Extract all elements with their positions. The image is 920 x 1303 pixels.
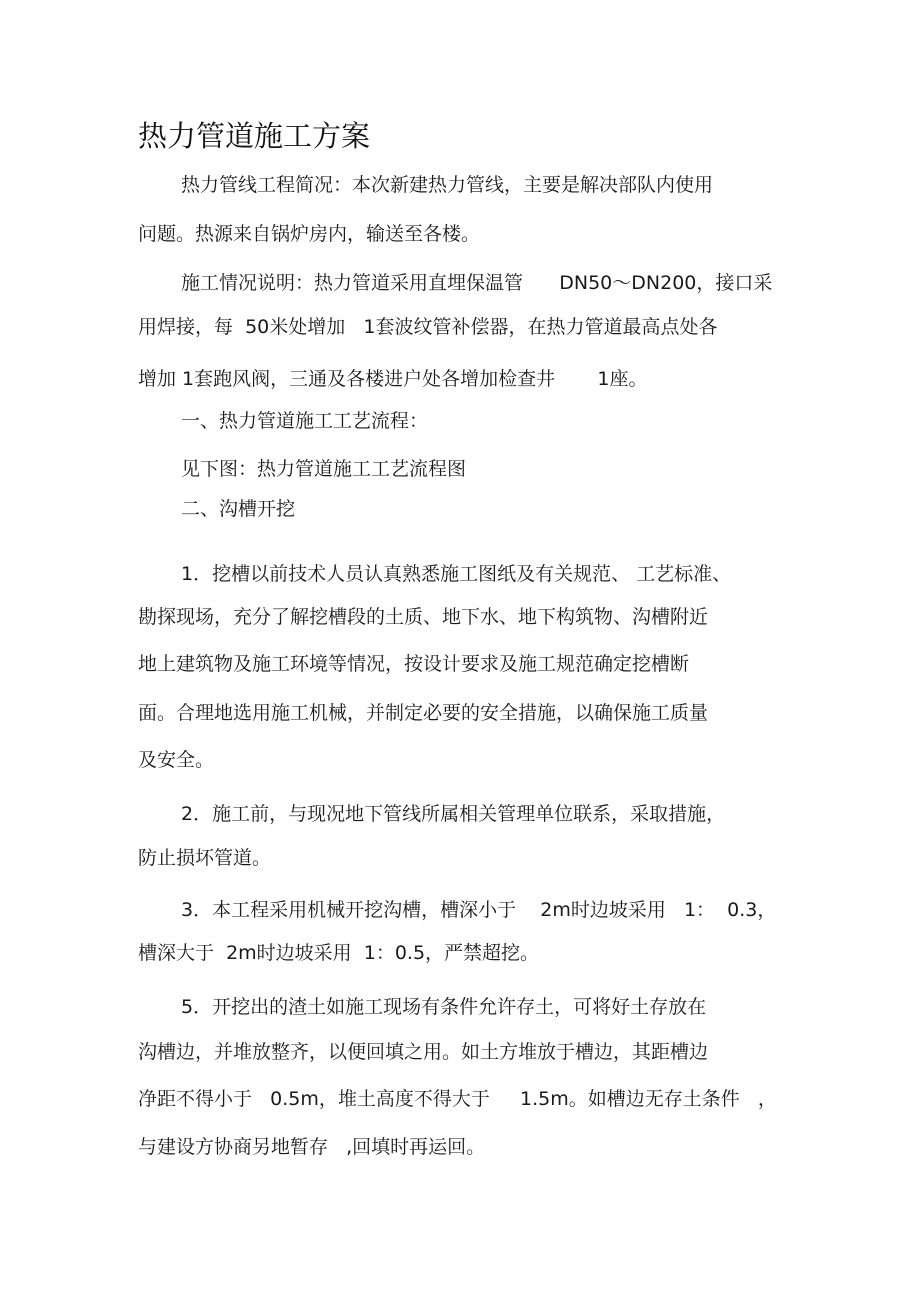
- section-heading: 二、沟槽开挖: [181, 498, 296, 520]
- paragraph-line: 与建设方协商另地暂存 ,回填时再运回。: [138, 1136, 486, 1158]
- paragraph-line: 热力管线工程简况：本次新建热力管线，主要是解决部队内使用: [181, 174, 714, 196]
- paragraph-line: 面。合理地选用施工机械，并制定必要的安全措施，以确保施工质量: [138, 702, 709, 724]
- paragraph-line: 增加 1套跑风阀，三通及各楼进户处各增加检查井 1座。: [138, 368, 648, 390]
- paragraph-line: 3．本工程采用机械开挖沟槽，槽深小于 2m时边坡采用 1： 0.3，: [181, 899, 777, 921]
- paragraph-line: 用焊接，每 50米处增加 1套波纹管补偿器，在热力管道最高点处各: [138, 316, 718, 338]
- paragraph-line: 防止损坏管道。: [138, 847, 272, 869]
- paragraph-line: 槽深大于 2m时边坡采用 1：0.5，严禁超挖。: [138, 942, 540, 964]
- paragraph-line: 1．挖槽以前技术人员认真熟悉施工图纸及有关规范、 工艺标准、: [181, 563, 732, 585]
- paragraph-line: 净距不得小于 0.5m，堆土高度不得大于 1.5m。如槽边无存土条件 ，: [138, 1088, 777, 1110]
- paragraph-line: 施工情况说明：热力管道采用直埋保温管 DN50～DN200，接口采: [181, 272, 773, 294]
- document-title: 热力管道施工方案: [138, 119, 371, 153]
- paragraph-line: 问题。热源来自锅炉房内，输送至各楼。: [138, 223, 481, 245]
- paragraph-line: 5．开挖出的渣土如施工现场有条件允许存土，可将好土存放在: [181, 996, 707, 1018]
- paragraph-line: 2．施工前，与现况地下管线所属相关管理单位联系，采取措施，: [181, 803, 726, 825]
- paragraph-line: 见下图：热力管道施工工艺流程图: [181, 458, 467, 480]
- paragraph-line: 地上建筑物及施工环境等情况，按设计要求及施工规范确定挖槽断: [138, 653, 690, 675]
- paragraph-line: 及安全。: [138, 749, 215, 771]
- section-heading: 一、热力管道施工工艺流程：: [181, 410, 429, 432]
- paragraph-line: 勘探现场，充分了解挖槽段的土质、地下水、地下构筑物、沟槽附近: [138, 606, 709, 628]
- paragraph-line: 沟槽边，并堆放整齐，以便回填之用。如土方堆放于槽边，其距槽边: [138, 1041, 709, 1063]
